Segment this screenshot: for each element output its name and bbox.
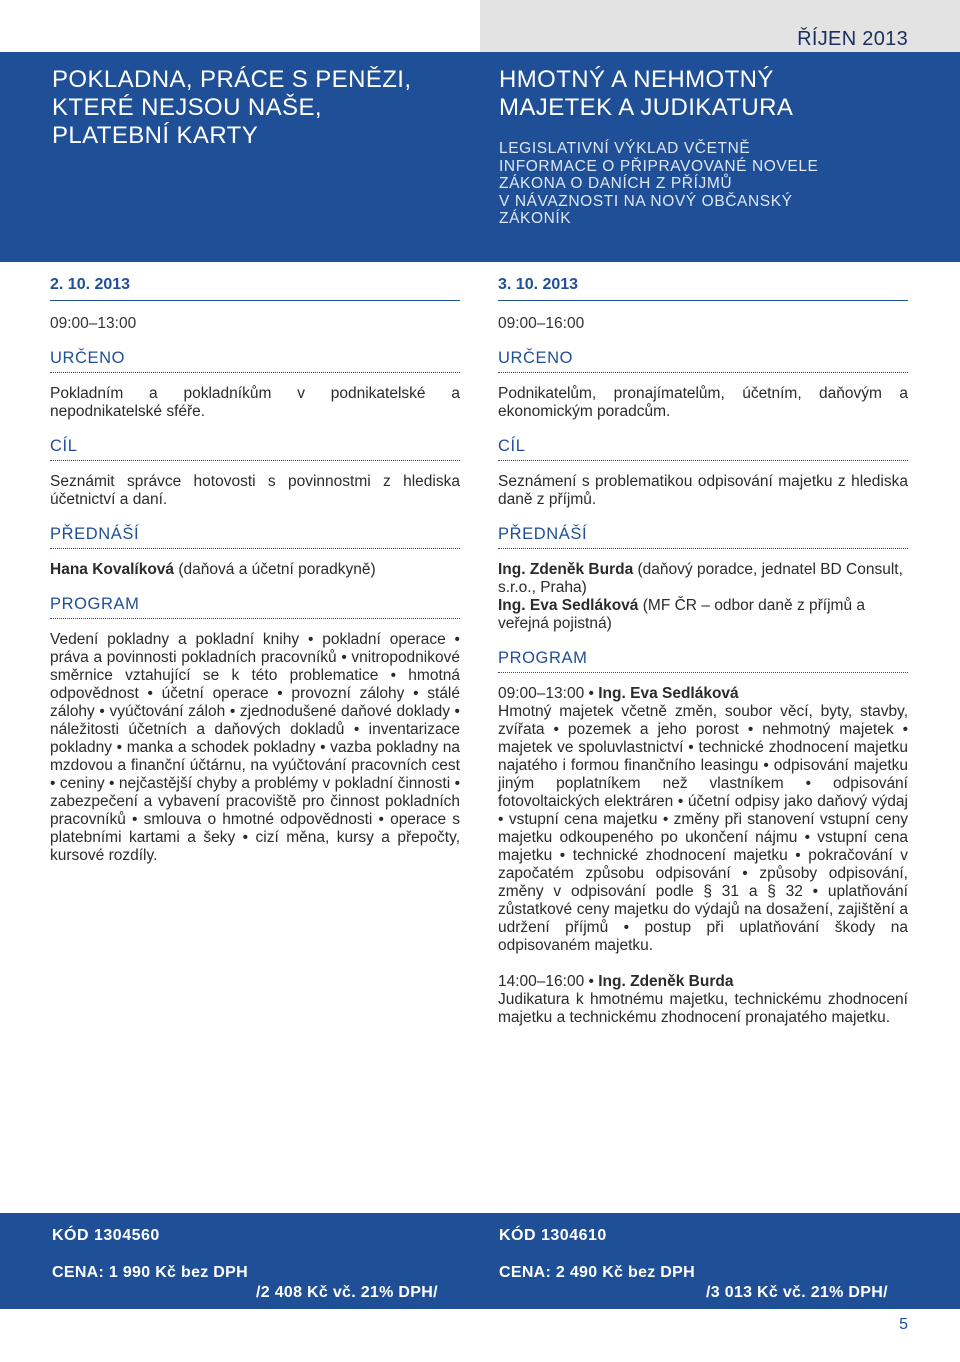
- section-heading-cil: CÍL: [498, 437, 908, 461]
- section-heading-urceno: URČENO: [50, 349, 460, 373]
- right-price-footer: [480, 1213, 960, 1309]
- left-price-footer: [0, 1213, 480, 1309]
- program-text: Vedení pokladny a pokladní knihy • pokladní operace • práva a povinnosti pokladních pracovníků • vnitropodnikové směrnice vztahující se k této problematice • hmotná odpovědnost • účetní operace • provozní zálohy • stálé zálohy • vyúčtování záloh • zjednodušené daňové doklady • náležitosti účetních a daňových dokladů • inventarizace pokladny • manka a schodek pokladny • vazba pokladny na mzdovou a finanční účtárnu, na vyúčtování pracovních cest • ceniny • nejčastější chyby a problémy v pokladní činnosti • zabezpečení a vybavení pracoviště pro činnost pokladních pracovníků • smlouva o hmotné odpovědnosti • operace s platebními kartami a šeky • cizí měna, kursy a přepočty, kursové rozdíly.: [50, 631, 460, 864]
- goal-text: Seznámení s problematikou odpisování majetku z hlediska daně z příjmů.: [498, 473, 908, 508]
- course-price-vat: /3 013 Kč vč. 21% DPH/: [706, 1284, 888, 1301]
- audience-text: Podnikatelům, pronajímatelům, účetním, daňovým a ekonomickým poradcům.: [498, 385, 908, 420]
- section-heading-program: PROGRAM: [498, 649, 908, 673]
- lecturer-role: (daňová a účetní poradkyně): [174, 561, 376, 578]
- lecturer-role: (daňový poradce, jednatel BD Consult, s.r.o., Praha): [498, 561, 903, 596]
- section-heading-prednasi: PŘEDNÁŠÍ: [50, 525, 460, 549]
- goal-text: Seznámit správce hotovosti s povinnostmi z hlediska účetnictví a daní.: [50, 473, 460, 508]
- course-code: KÓD 1304610: [499, 1227, 607, 1244]
- program-block-header: [498, 685, 908, 703]
- lecturer-text-2: [498, 597, 908, 633]
- lecturer-text-1: [498, 561, 908, 597]
- course-date: 2. 10. 2013: [50, 276, 460, 301]
- course-date: 3. 10. 2013: [498, 276, 908, 301]
- lecturer-name: Ing. Eva Sedláková: [498, 597, 639, 614]
- section-heading-program: PROGRAM: [50, 595, 460, 619]
- program-block-2: [498, 973, 908, 1027]
- audience-text: Pokladním a pokladníkům v podnikatelské a nepodnikatelské sféře.: [50, 385, 460, 420]
- course-time: 09:00–13:00: [50, 315, 137, 332]
- left-course-details: [50, 276, 460, 865]
- course-price: CENA: 1 990 Kč bez DPH: [52, 1264, 248, 1281]
- program-block-time: 09:00–13:00 •: [498, 685, 599, 702]
- program-block-header: [498, 973, 908, 991]
- issue-month: ŘÍJEN 2013: [797, 28, 908, 50]
- lecturer-role: (MF ČR – odbor daně z příjmů a veřejná pojistná): [498, 597, 865, 632]
- section-heading-prednasi: PŘEDNÁŠÍ: [498, 525, 908, 549]
- program-block-time: 14:00–16:00 •: [498, 973, 599, 990]
- right-course-title: HMOTNÝ A NEHMOTNÝ MAJETEK A JUDIKATURA: [499, 66, 794, 121]
- section-heading-cil: CÍL: [50, 437, 460, 461]
- course-price-vat: /2 408 Kč vč. 21% DPH/: [256, 1284, 438, 1301]
- program-block-1: [498, 685, 908, 955]
- lecturer-name: Hana Kovalíková: [50, 561, 175, 578]
- section-heading-urceno: URČENO: [498, 349, 908, 373]
- lecturer-text: [50, 561, 460, 579]
- course-code: KÓD 1304560: [52, 1227, 160, 1244]
- program-block-text: Hmotný majetek včetně změn, soubor věcí, byty, stavby, zvířata • pozemek a jeho porost • nehmotný majetek • majetek ve spoluvlastnictví • technické zhodnocení majetku najatého i formou finančního leasingu • odpisování majetku jiným poplatníkem než vlastníkem • odpisování fotovoltaických elektráren • účetní odpisy jako daňový výdaj • vstupní cena majetku • změny při stanovení vstupní ceny majetku odkoupeného po ukončení nájmu • vstupní cena majetku • technické zhodnocení majetku • pokračování v započatém způsobu odpisování • způsoby odpisování, změny v odpisování podle § 31 a § 32 • uplatňování zůstatkové ceny majetku do výdajů na dosažení, zajištění a udržení příjmů • postup při uplatňování škody na odpisovaném majetku.: [498, 703, 908, 954]
- right-course-header: [480, 52, 960, 262]
- course-time: 09:00–16:00: [498, 315, 585, 332]
- left-course-title: POKLADNA, PRÁCE S PENĚZI, KTERÉ NEJSOU NAŠE, PLATEBNÍ KARTY: [52, 66, 412, 149]
- program-block-lecturer: Ing. Zdeněk Burda: [598, 973, 734, 990]
- program-block-lecturer: Ing. Eva Sedláková: [598, 685, 739, 702]
- left-course-header: [0, 52, 480, 262]
- course-price: CENA: 2 490 Kč bez DPH: [499, 1264, 695, 1281]
- program-block-text: Judikatura k hmotnému majetku, technickému zhodnocení majetku a technickému zhodnocení pronajatého majetku.: [498, 991, 908, 1026]
- right-course-details: [498, 276, 908, 1027]
- right-course-subtitle: LEGISLATIVNÍ VÝKLAD VČETNĚ INFORMACE O PŘIPRAVOVANÉ NOVELE ZÁKONA O DANÍCH Z PŘÍJMŮ V NÁVAZNOSTI NA NOVÝ OBČANSKÝ ZÁKONÍK: [499, 140, 819, 227]
- page-number: 5: [899, 1316, 908, 1333]
- lecturer-name: Ing. Zdeněk Burda: [498, 561, 634, 578]
